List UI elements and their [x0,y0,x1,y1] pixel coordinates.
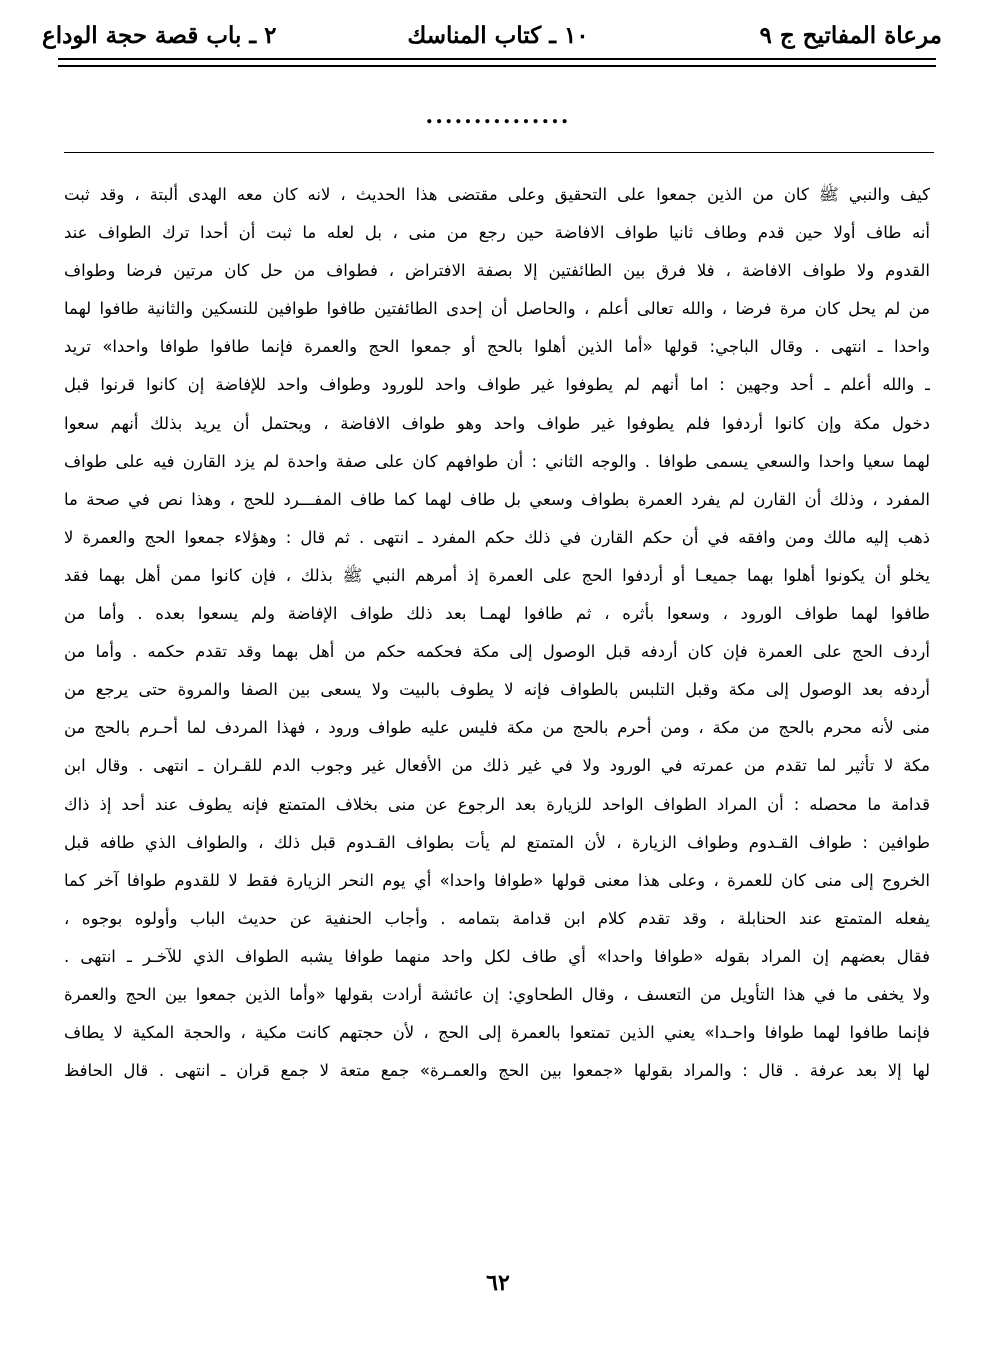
text-line: من لم يحل كان مرة فرضا ، والله تعالى أعلم ، والحاصل أن إحدى الطائفتين طافوا طوافين للنسكين والثانية طافوا لهما [64,299,930,319]
text-line: ولا يخفى ما في هذا التأويل من التعسف ، وقال الطحاوي: إن عائشة أرادت بقولها «وأما الذين جمعوا بين الحج والعمرة [64,984,930,1004]
text-line: ـ والله أعلم ـ أحد وجهين : اما أنهم لم يطوفوا غير طواف واحد للورود وطواف واحد للإفاضة إن كانوا قرنوا قبل [64,375,930,395]
text-line: منى لأنه محرم بالحج من مكة ، ومن أحرم بالحج من مكة فليس عليه طواف ورود ، فهذا المردف لما أحـرم بالحج من [64,718,930,738]
header-double-rule [58,58,936,67]
footnote-divider-rule [64,152,934,153]
text-line: قدامة ما محصله : أن المراد الطواف الواحد للزيارة بعد الرجوع عن منى بخلاف المتمتع فإنه يطوف عند أحد إذ ذاك [64,794,930,814]
chapter-title: ١٠ ـ كتاب المناسك [407,22,589,49]
text-line: المفرد ، وذلك أن القارن لم يفرد العمرة بطواف وسعي بل طاف لهما كما طاف المفـــرد للحج ، وهذا نص في صحة ما [64,489,930,509]
text-line: طوافين : طواف القـدوم وطواف الزيارة ، لأن المتمتع لم يأت بطواف القـدوم قبل ذلك ، والطواف الذي طافه قبل [64,832,930,852]
text-line: دخول مكة وإن كانوا أردفوا فلم يطوفوا غير طواف واحد وهو طواف الافاضة ، ويحتمل أن يريد بذلك أنهم سعوا [64,413,930,433]
page-number: ٦٢ [486,1270,510,1296]
text-line: مكة لا تأثير لما تقدم من عمرته في الورود ولا في غير ذلك من الأفعال غير وجوب الدم للقـران ـ انتهى . وقال ابن [64,756,930,776]
text-line: فقال بعضهم إن المراد بقوله «طوافا واحدا» أي طاف لكل واحد منهما طوافا يشبه الطواف الذي للآخـر ـ انتهى . [64,946,930,966]
text-line: واحدا ـ انتهى . وقال الباجي: قولها «أما الذين أهلوا بالحج أو جمعوا الحج والعمرة فإنما طافوا طوافا واحدا» تريد [64,337,930,357]
text-line: أردف الحج على العمرة فإن كان أردفه قبل الوصول إلى مكة فحكمه حكم من أهل بهما وقد تقدم حكمه . وأما من [64,642,930,662]
text-line: الخروج إلى منى كان للعمرة ، وعلى هذا معنى قولها «طوافا واحدا» أي يوم النحر الزيارة فقط لا للقدوم طوافا آخر كما [64,870,930,890]
text-line: لها إلا بعد عرفة . قال : والمراد بقولها «جمعوا بين الحج والعمـرة» جمع متعة لا جمع قران ـ انتهى . قال الحافظ [64,1061,930,1081]
commentary-body [64,176,930,1090]
running-header [40,16,956,60]
text-line: أردفه بعد الوصول إلى مكة وقبل التلبس بالطواف فإنه لا يطوف بالبيت ولا يسعى بين الصفا والمروة حتى يرجع من [64,680,930,700]
text-line: القدوم ولا طواف الافاضة ، فلا فرق بين الطائفتين إلا بصفة الافتراض ، فطواف من حل كان مرتين فرضا وطواف [64,261,930,281]
text-line: لهما سعيا واحدا والسعي يسمى طوافا . والوجه الثاني : أن طوافهم كان على صفة واحدة لم يزد القارن فيه على طواف [64,451,930,471]
text-line: يفعله المتمتع عند الحنابلة ، وقد تقدم كلام ابن قدامة بتمامه . وأجاب الحنفية عن حديث الباب وأولوه بوجوه ، [64,908,930,928]
section-title: ٢ ـ باب قصة حجة الوداع [42,22,277,49]
text-line: ذهب إليه مالك ومن وافقه في أن حكم القارن في ذلك حكم المفرد ـ انتهى . ثم قال : وهؤلاء جمعوا الحج والعمرة لا [64,527,930,547]
text-line: أنه طاف أولا حين قدم وطاف ثانيا طواف الافاضة حين رجع من منى ، بل لعله ما ثبت أن أحدا ترك الطواف عند [64,223,930,243]
book-volume-title: مرعاة المفاتيح ج ٩ [759,22,942,49]
text-line: كيف والنبي ﷺ كان من الذين جمعوا على التحقيق وعلى مقتضى هذا الحديث ، لانه كان معه الهدى ألبتة ، وقد ثبت [64,185,930,204]
text-line: فإنما طافوا لهما طوافا واحـدا» يعني الذين تمتعوا بالعمرة إلى الحج ، لأن حجتهم كانت مكية ، والحجة المكية لا يطاف [64,1023,930,1043]
text-line: طافوا لهما طواف الورود ، وسعوا بأثره ، ثم طافوا لهمـا بعد ذلك طواف الإفاضة ولم يسعوا بعده . وأما من [64,604,930,624]
text-line: يخلو أن يكونوا أهلوا بهما جميعـا أو أردفوا الحج على العمرة إذ أمرهم النبي ﷺ بذلك ، فإن كانوا ممن أهل بهما فقد [64,565,930,585]
dotted-separator: ............... [425,103,571,129]
